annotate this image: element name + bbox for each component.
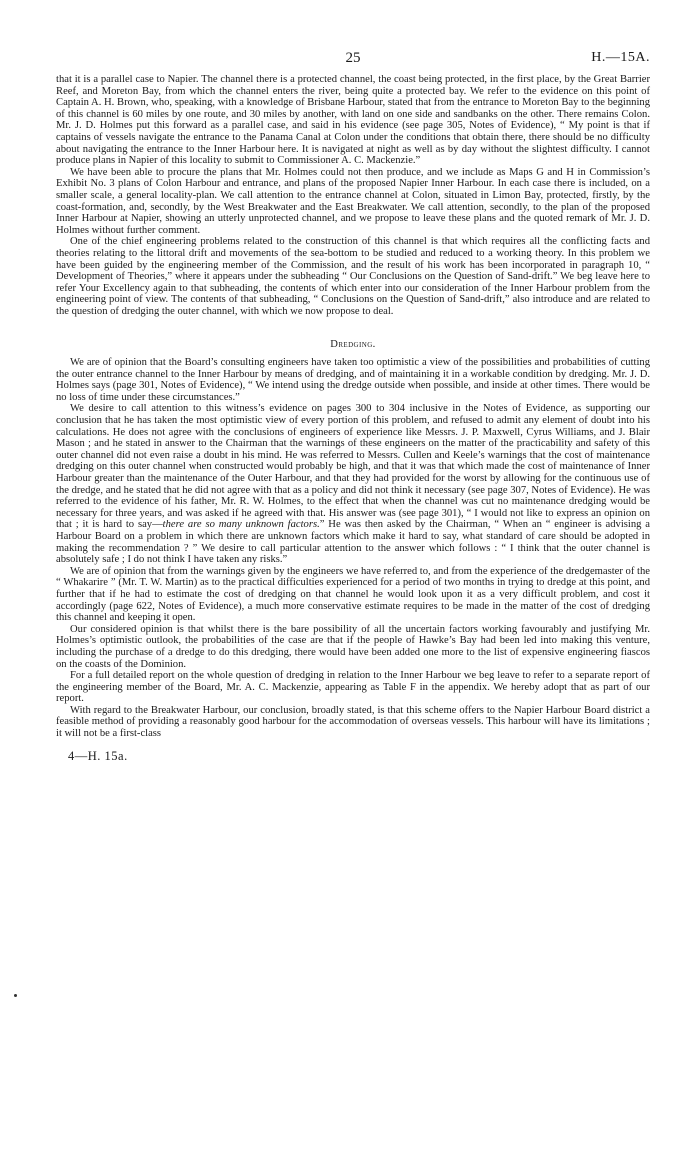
paragraph-detailed-report: For a full detailed report on the whole question of dredging in relation to the Inner Harbour we beg leave to refer to a separate report of the engineering member of the Board, Mr. A. C. Mackenzie, appearing as Table F in the appendix. We hereby adopt that as part of our report. xyxy=(56,670,650,705)
witness-text-italic: there are so many unknown factors. xyxy=(162,519,320,531)
page-header xyxy=(56,50,650,74)
page-number: 25 xyxy=(345,50,361,66)
document-page xyxy=(56,50,650,764)
section-heading-dredging: Dredging. xyxy=(330,339,376,351)
paragraph-engineering-problems: One of the chief engineering problems related to the construction of this channel is that which requires all the conflicting facts and theories relating to the littoral drift and movements of the sea-bottom to be studied and reduced to a working theory. In this problem we have been guided by the engineering member of the Commission, and the result of his work has been incorporated in paragraph 10, “ Development of Theories,” where it appears under the subheading “ Our Conclusions on the Question of Sand-drift.” We beg leave here to refer Your Excellency again to that subheading, the contents of which enter into our consideration of the Inner Harbour problem from the engineering point of view. The contents of that subheading, “ Conclusions on the Question of Sand-drift,” also introduce and are related to the question of dredging the outer channel, with which we now propose to deal. xyxy=(56,236,650,317)
document-reference: H.—15A. xyxy=(591,50,650,65)
margin-dot-mark xyxy=(14,994,17,997)
paragraph-considered-opinion: Our considered opinion is that whilst there is the bare possibility of all the uncertain factors working favourably and justifying Mr. Holmes’s optimistic outlook, the probabilities of the case are that if the people of Hawke’s Bay had been led into making this venture, including the purchase of a dredge to do this dredging, there would have been added one more to the list of expensive engineering fiascos on the coasts of the Dominion. xyxy=(56,623,650,670)
paragraph-breakwater-harbour: With regard to the Breakwater Harbour, our conclusion, broadly stated, is that this scheme offers to the Napier Harbour Board district a feasible method of providing a reasonably good harbour for the accommodation of overseas vessels. This harbour will have its limitations ; it will not be a first-class xyxy=(56,704,650,740)
witness-text-after: ” He was then asked by the Chairman, “ When an “ engineer is advising a Harbour Board on a problem in which there are unknown factors which make it hard to say, what standard of care should be adopted in making the recommendation ? ” We desire to call particular attention to the answer which follows : “ I think that the outer channel is absolutely safe ; I do not think I have taken any risks.” xyxy=(56,519,650,566)
witness-text-before: We desire to call attention to this witness’s evidence on pages 300 to 304 inclusive in the Notes of Evidence, as supporting our conclusion that he has taken the most optimistic view of every portion of this problem, and refused to admit any element of doubt into his calculations. He does not agree with the conclusions of engineers of experience like Messrs. J. P. Maxwell, Cyrus Williams, and J. Blair Mason ; and he stated in answer to the Chairman that the warnings of these engineers on the matter of the practicability and safety of this outer channel did not even raise a doubt in his mind. He was referred to Messrs. Cullen and Keele’s warnings that the cost of maintenance dredging on this outer channel when constructed would probably be high, and that it was that which made the cost of maintenance of Inner Harbour greater than the maintenance of the Outer Harbour, and that they had provided for the worst by allowing for the continuous use of the dredge, and he stated that he did not agree with that as a policy and did not think it necessary (see page 307, Notes of Evidence). He was referred to the evidence of his father, Mr. R. W. Holmes, to the effect that when the channel was cut no maintenance dredging would be necessary for three years, and was asked if he agreed with that. His answer was (see page 301), “ I would not like to express an opinion on that ; it is hard to say— xyxy=(56,403,650,531)
body-text xyxy=(56,74,650,740)
paragraph-dredgemaster: We are of opinion that from the warnings given by the engineers we have referred to, and from the experience of the dredgemaster of the “ Whakarire ” (Mr. T. W. Martin) as to the practical difficulties experienced for a period of two months in trying to dredge at this point, and further that if he had to estimate the cost of dredging on that channel he would look upon it as a very difficult problem, and cost it accordingly (page 622, Notes of Evidence), a much more conservative estimate requires to be made in the matter of the cost of dredging this channel and keeping it open. xyxy=(56,565,650,624)
paragraph-continuation: that it is a parallel case to Napier. The channel there is a protected channel, the coast being protected, in the first place, by the Great Barrier Reef, and Moreton Bay, from which the channel enters the river, being quite a protected bay. We refer to the evidence on this point of Captain A. H. Brown, who, speaking, with a knowledge of Brisbane Harbour, stated that from the entrance to Moreton Bay to the beginning of this channel is 60 miles by one route, and 30 miles by another, with land on one side and sandbanks on the other. There remains Colon. Mr. J. D. Holmes put this forward as a parallel case, and said in his evidence (see page 305, Notes of Evidence), “ My point is that if captains of vessels navigate the entrance to the Panama Canal at Colon under the conditions that obtain there, there should be no difficulty about navigating the entrance to the Inner Harbour here. It is navigated at night as well as by day without the slightest difficulty. I cannot produce plans in Napier of this locality to submit to Commissioner A. C. Mackenzie.” xyxy=(56,74,650,167)
paragraph-plans: We have been able to procure the plans that Mr. Holmes could not then produce, and we include as Maps G and H in Commission’s Exhibit No. 3 plans of Colon Harbour and entrance, and plans of the proposed Napier Inner Harbour. In each case there is included, on a smaller scale, a general locality-plan. We call attention to the entrance channel at Colon, situated in Limon Bay, protected, firstly, by the coast-formation, and, secondly, by the West Breakwater and the East Breakwater. We call attention, secondly, to the plan of the proposed Inner Harbour at Napier, showing an utterly unprotected channel, and we propose to leave these plans and the quoted remark of Mr. J. D. Holmes without further comment. xyxy=(56,166,650,236)
paragraph-witness-evidence xyxy=(56,403,650,565)
page-footer-signature: 4—H. 15a. xyxy=(68,748,128,763)
paragraph-dredging-opinion: We are of opinion that the Board’s consulting engineers have taken too optimistic a view of the possibilities and probabilities of cutting the outer entrance channel to the Inner Harbour by means of dredging, and of maintaining it in a workable condition by dredging. Mr. J. D. Holmes says (page 301, Notes of Evidence), “ We intend using the dredge outside when possible, and inside at other times. There would be no loss of time under these circumstances.” xyxy=(56,357,650,403)
